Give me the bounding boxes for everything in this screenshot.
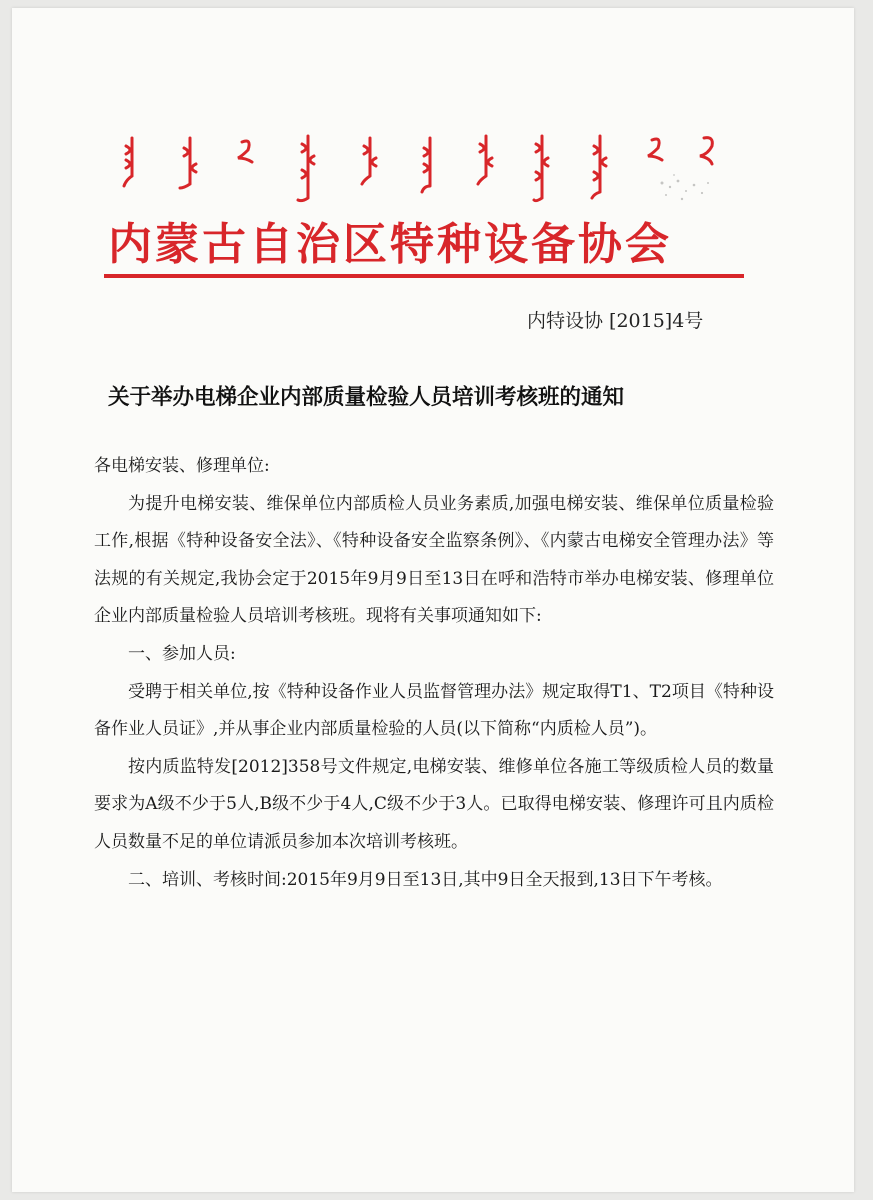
paragraph-requirements: 按内质监特发[2012]358号文件规定,电梯安装、维修单位各施工等级质检人员的数量要求为A级不少于5人,B级不少于4人,C级不少于3人。已取得电梯安装、修理许可且内质检人员数量不足的单位请派员参加本次培训考核班。 <box>94 756 774 852</box>
organization-name: 内蒙古自治区特种设备协会 <box>108 219 672 270</box>
paragraph-intro: 为提升电梯安装、维保单位内部质检人员业务素质,加强电梯安装、维保单位质量检验工作,根据《特种设备安全法》、《特种设备安全监察条例》、《内蒙古电梯安全管理办法》等法规的有关规定,我协会定于2015年9月9日至13日在呼和浩特市举办电梯安装、修理单位企业内部质量检验人员培训考核班。现将有关事项通知如下: <box>94 493 774 627</box>
document-title: 关于举办电梯企业内部质量检验人员培训考核班的通知 <box>108 385 625 410</box>
paragraph-participants: 受聘于相关单位,按《特种设备作业人员监督管理办法》规定取得T1、T2项目《特种设备作业人员证》,并从事企业内部质量检验的人员(以下简称“内质检人员”)。 <box>94 681 774 740</box>
section-heading-participants: 一、参加人员: <box>128 643 236 664</box>
document-body <box>94 448 774 899</box>
scan-smudge <box>642 163 732 213</box>
salutation: 各电梯安装、修理单位: <box>94 456 270 476</box>
document-number: 内特设协 [2015]4号 <box>527 310 704 332</box>
document-page <box>12 8 854 1192</box>
section-training-time: 二、培训、考核时间:2015年9月9日至13日,其中9日全天报到,13日下午考核。 <box>128 869 723 890</box>
red-divider-rule <box>104 274 744 278</box>
